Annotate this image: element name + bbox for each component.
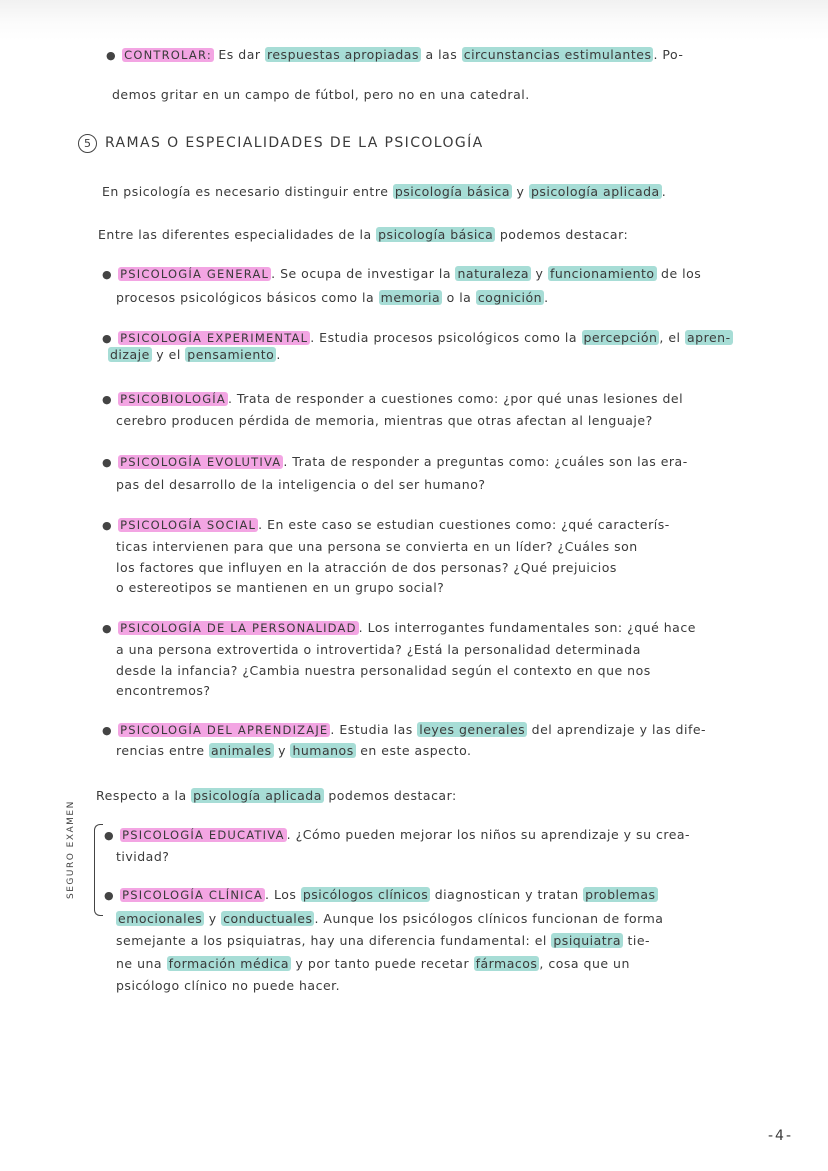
controlar-line-1 xyxy=(106,46,683,65)
text: . Se ocupa de investigar la xyxy=(271,266,456,281)
highlight: pensamiento xyxy=(187,347,275,362)
highlight: leyes generales xyxy=(419,722,526,737)
text: podemos destacar: xyxy=(323,788,457,803)
text: Respecto a la xyxy=(96,788,192,803)
highlight: naturaleza xyxy=(457,266,530,281)
text: . xyxy=(276,347,281,362)
highlight: apren- xyxy=(687,330,731,345)
text: ne una xyxy=(116,956,167,971)
bullet-icon: ● xyxy=(104,829,115,842)
personalidad-line-1 xyxy=(102,619,696,638)
clinica-line-5: psicólogo clínico no puede hacer. xyxy=(116,978,341,993)
text: . Estudia las xyxy=(330,722,418,737)
controlar-line-2: demos gritar en un campo de fútbol, pero no en una catedral. xyxy=(112,87,530,102)
text: y por tanto puede recetar xyxy=(291,956,474,971)
text: y xyxy=(512,184,529,199)
highlight: psicología aplicada xyxy=(530,184,660,199)
aprendizaje-line-2 xyxy=(116,742,472,760)
clinica-line-4 xyxy=(116,955,630,973)
general-line-1 xyxy=(102,265,701,284)
clinica-line-1 xyxy=(104,886,658,905)
text: a las xyxy=(420,47,462,62)
text: . xyxy=(544,290,549,305)
bullet-icon: ● xyxy=(102,519,113,532)
text: . Los interrogantes fundamentales son: ¿qué hace xyxy=(358,620,696,635)
clinica-line-2 xyxy=(116,910,663,928)
clinica-line-3 xyxy=(116,932,650,950)
evolutiva-line-2: pas del desarrollo de la inteligencia o del ser humano? xyxy=(116,477,486,492)
intro-line-2 xyxy=(98,226,628,244)
term-educativa: PSICOLOGÍA EDUCATIVA xyxy=(122,828,285,842)
text: Es dar xyxy=(213,47,265,62)
highlight: cognición xyxy=(477,290,543,305)
personalidad-line-2: a una persona extrovertida o introvertida? ¿Está la personalidad determinada xyxy=(116,642,641,657)
text: semejante a los psiquiatras, hay una diferencia fundamental: el xyxy=(116,933,552,948)
text: del aprendizaje y las dife- xyxy=(527,722,707,737)
highlight: psicólogos clínicos xyxy=(302,887,429,902)
highlight: memoria xyxy=(380,290,441,305)
text: y xyxy=(204,911,222,926)
text: Entre las diferentes especialidades de la xyxy=(98,227,377,242)
evolutiva-line-1 xyxy=(102,453,688,472)
highlight: formación médica xyxy=(168,956,290,971)
highlight: funcionamiento xyxy=(549,266,655,281)
personalidad-line-4: encontremos? xyxy=(116,683,211,698)
term-experimental: PSICOLOGÍA EXPERIMENTAL xyxy=(120,331,309,345)
text: . En este caso se estudian cuestiones como: ¿qué caracterís- xyxy=(258,517,670,532)
text: En psicología es necesario distinguir entre xyxy=(102,184,393,199)
section-title: RAMAS O ESPECIALIDADES DE LA PSICOLOGÍA xyxy=(105,135,484,151)
highlight: circunstancias estimulantes xyxy=(463,47,652,62)
text: y xyxy=(273,743,291,758)
text: procesos psicológicos básicos como la xyxy=(116,290,379,305)
educativa-line-1 xyxy=(104,826,690,845)
bullet-icon: ● xyxy=(102,622,113,635)
bracket xyxy=(94,824,103,916)
term-controlar: CONTROLAR: xyxy=(124,48,212,62)
text: y el xyxy=(151,347,186,362)
aplicada-intro xyxy=(96,787,457,805)
text: en este aspecto. xyxy=(355,743,472,758)
highlight: psicología aplicada xyxy=(193,788,322,803)
text: . ¿Cómo pueden mejorar los niños su aprendizaje y su crea- xyxy=(286,827,691,842)
text: de los xyxy=(656,266,702,281)
text: , el xyxy=(659,330,685,345)
highlight: psicología básica xyxy=(394,184,511,199)
social-line-2: ticas intervienen para que una persona se convierta en un líder? ¿Cuáles son xyxy=(116,539,638,554)
text: . Trata de responder a preguntas como: ¿cuáles son las era- xyxy=(283,454,688,469)
text: y xyxy=(531,266,548,281)
bullet-icon: ● xyxy=(104,889,115,902)
biologia-line-2: cerebro producen pérdida de memoria, mientras que otras afectan al lenguaje? xyxy=(116,413,653,428)
highlight: percepción xyxy=(583,330,658,345)
highlight: fármacos xyxy=(475,956,538,971)
highlight: conductuales xyxy=(223,911,313,926)
bullet-icon: ● xyxy=(102,268,113,281)
bullet-icon: ● xyxy=(102,724,113,737)
section-heading xyxy=(78,134,484,153)
bullet-icon: ● xyxy=(106,49,117,62)
text: . Estudia procesos psicológicos como la xyxy=(310,330,582,345)
text: diagnostican y tratan xyxy=(430,887,584,902)
term-personalidad: PSICOLOGÍA DE LA PERSONALIDAD xyxy=(120,621,357,635)
term-psicobiologia: PSICOBIOLOGÍA xyxy=(120,392,226,406)
social-line-3: los factores que influyen en la atracción de dos personas? ¿Qué prejuicios xyxy=(116,560,617,575)
term-aprendizaje: PSICOLOGÍA DEL APRENDIZAJE xyxy=(120,723,329,737)
personalidad-line-3: desde la infancia? ¿Cambia nuestra personalidad según el contexto en que nos xyxy=(116,663,651,678)
social-line-4: o estereotipos se mantienen en un grupo social? xyxy=(116,580,445,595)
text: . Aunque los psicólogos clínicos funcionan de forma xyxy=(314,911,664,926)
highlight: animales xyxy=(211,743,272,758)
text: podemos destacar: xyxy=(495,227,629,242)
text: . Po- xyxy=(653,47,684,62)
highlight: emocionales xyxy=(118,911,203,926)
term-general: PSICOLOGÍA GENERAL xyxy=(120,267,270,281)
bullet-icon: ● xyxy=(102,393,113,406)
bullet-icon: ● xyxy=(102,332,113,345)
highlight: dizaje xyxy=(110,347,150,362)
general-line-2 xyxy=(116,289,549,307)
text: . xyxy=(661,184,667,199)
term-clinica: PSICOLOGÍA CLÍNICA xyxy=(122,888,264,902)
text: tie- xyxy=(623,933,651,948)
margin-note: SEGURO EXAMEN xyxy=(66,800,76,900)
aprendizaje-line-1 xyxy=(102,721,706,740)
page-number: -4- xyxy=(768,1128,794,1144)
text: . Los xyxy=(265,887,301,902)
social-line-1 xyxy=(102,516,670,535)
highlight: psiquiatra xyxy=(553,933,621,948)
bullet-icon: ● xyxy=(102,456,113,469)
section-number: 5 xyxy=(78,134,97,153)
text: . Trata de responder a cuestiones como: ¿por qué unas lesiones del xyxy=(227,391,684,406)
term-social: PSICOLOGÍA SOCIAL xyxy=(120,518,257,532)
text: rencias entre xyxy=(116,743,210,758)
text: , cosa que un xyxy=(539,956,630,971)
term-evolutiva: PSICOLOGÍA EVOLUTIVA xyxy=(120,455,282,469)
intro-line-1 xyxy=(102,183,666,201)
experimental-line-2 xyxy=(108,346,281,364)
highlight: respuestas apropiadas xyxy=(267,47,419,62)
biologia-line-1 xyxy=(102,390,683,409)
highlight: humanos xyxy=(292,743,354,758)
educativa-line-2: tividad? xyxy=(116,849,170,864)
highlight: problemas xyxy=(585,887,656,902)
highlight: psicología básica xyxy=(378,227,494,242)
text: o la xyxy=(442,290,476,305)
